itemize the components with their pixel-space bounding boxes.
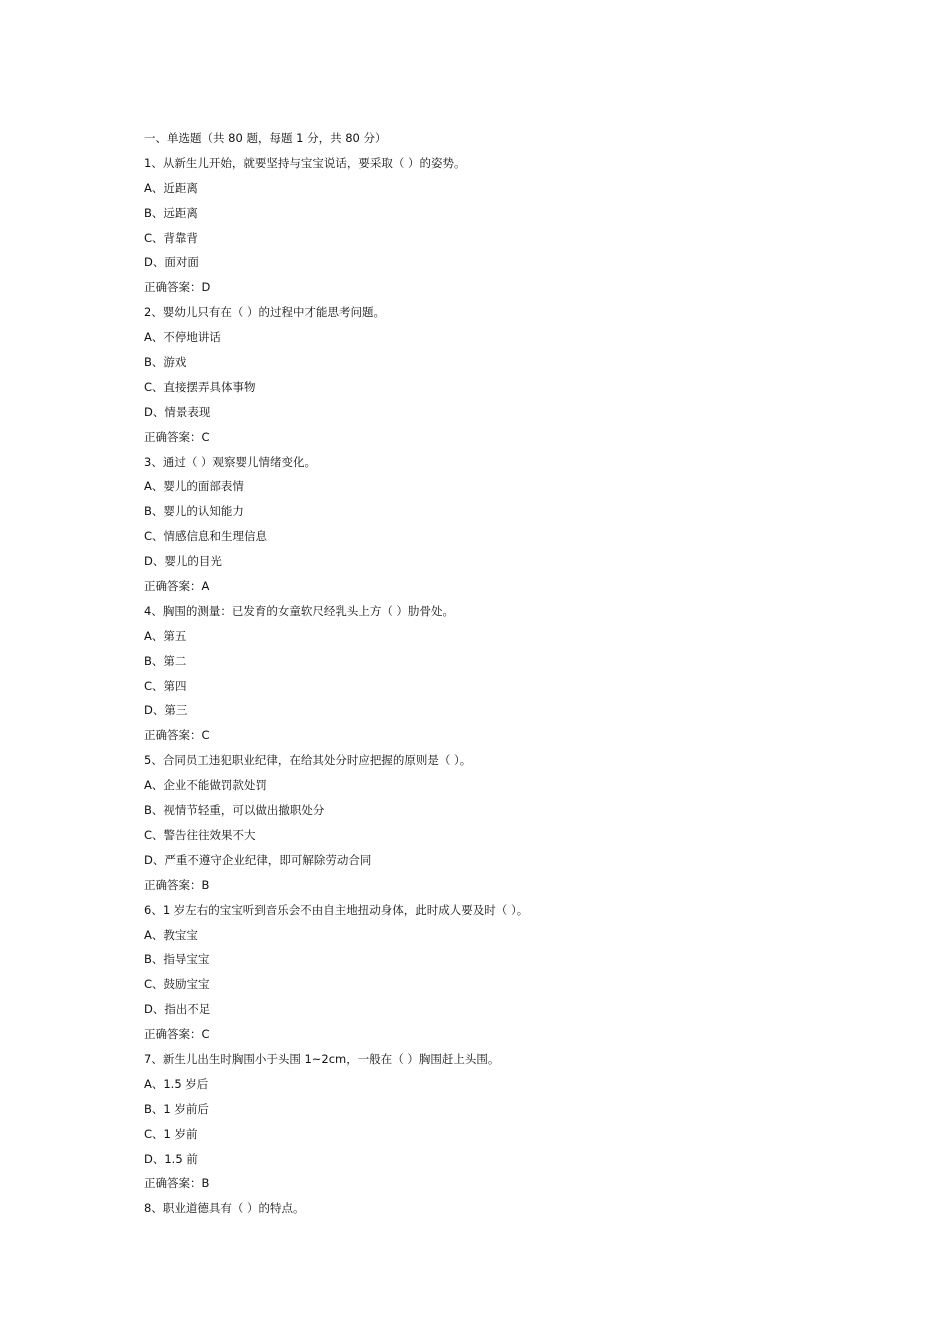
correct-answer: 正确答案：C (144, 728, 210, 743)
option-a: A、不停地讲话 (144, 330, 221, 345)
option-c: C、情感信息和生理信息 (144, 529, 268, 544)
option-c: C、警告往往效果不大 (144, 827, 256, 842)
question-stem: 2、婴幼儿只有在（ ）的过程中才能思考问题。 (144, 305, 385, 320)
question-stem: 1、从新生儿开始，就要坚持与宝宝说话，要采取（ ）的姿势。 (144, 155, 466, 170)
option-b: B、指导宝宝 (144, 952, 210, 967)
option-c: C、背靠背 (144, 230, 199, 245)
correct-answer: 正确答案：A (144, 579, 210, 594)
correct-answer: 正确答案：B (144, 1176, 210, 1191)
option-a: A、企业不能做罚款处罚 (144, 778, 267, 793)
option-b: B、1 岁前后 (144, 1101, 209, 1116)
correct-answer: 正确答案：C (144, 429, 210, 444)
question-stem: 6、1 岁左右的宝宝听到音乐会不由自主地扭动身体，此时成人要及时（ ）。 (144, 902, 529, 917)
option-d: D、1.5 前 (144, 1151, 198, 1166)
option-a: A、婴儿的面部表情 (144, 479, 244, 494)
correct-answer: 正确答案：C (144, 1027, 210, 1042)
option-d: D、指出不足 (144, 1002, 211, 1017)
question-list (144, 126, 844, 1221)
section-heading: 一、单选题（共 80 题，每题 1 分，共 80 分） (144, 131, 387, 145)
question-stem: 4、胸围的测量：已发育的女童软尺经乳头上方（ ）肋骨处。 (144, 603, 454, 618)
option-d: D、严重不遵守企业纪律，即可解除劳动合同 (144, 852, 372, 867)
option-c: C、1 岁前 (144, 1126, 198, 1141)
option-c: C、第四 (144, 678, 187, 693)
question-stem: 8、职业道德具有（ ）的特点。 (144, 1201, 305, 1216)
option-a: A、近距离 (144, 180, 198, 195)
question-stem: 3、通过（ ）观察婴儿情绪变化。 (144, 454, 316, 469)
option-b: B、视情节轻重，可以做出撤职处分 (144, 803, 325, 818)
option-b: B、婴儿的认知能力 (144, 504, 244, 519)
option-c: C、直接摆弄具体事物 (144, 379, 256, 394)
correct-answer: 正确答案：D (144, 280, 211, 295)
option-d: D、面对面 (144, 255, 199, 270)
option-a: A、1.5 岁后 (144, 1076, 209, 1091)
option-d: D、情景表现 (144, 404, 211, 419)
option-b: B、游戏 (144, 355, 187, 370)
option-b: B、远距离 (144, 205, 198, 220)
option-a: A、第五 (144, 628, 187, 643)
question-stem: 5、合同员工违犯职业纪律，在给其处分时应把握的原则是（ ）。 (144, 753, 472, 768)
option-c: C、鼓励宝宝 (144, 977, 210, 992)
option-d: D、第三 (144, 703, 188, 718)
option-a: A、教宝宝 (144, 927, 198, 942)
option-d: D、婴儿的目光 (144, 554, 222, 569)
question-stem: 7、新生儿出生时胸围小于头围 1~2cm，一般在（ ）胸围赶上头围。 (144, 1051, 500, 1066)
correct-answer: 正确答案：B (144, 877, 210, 892)
option-b: B、第二 (144, 653, 187, 668)
